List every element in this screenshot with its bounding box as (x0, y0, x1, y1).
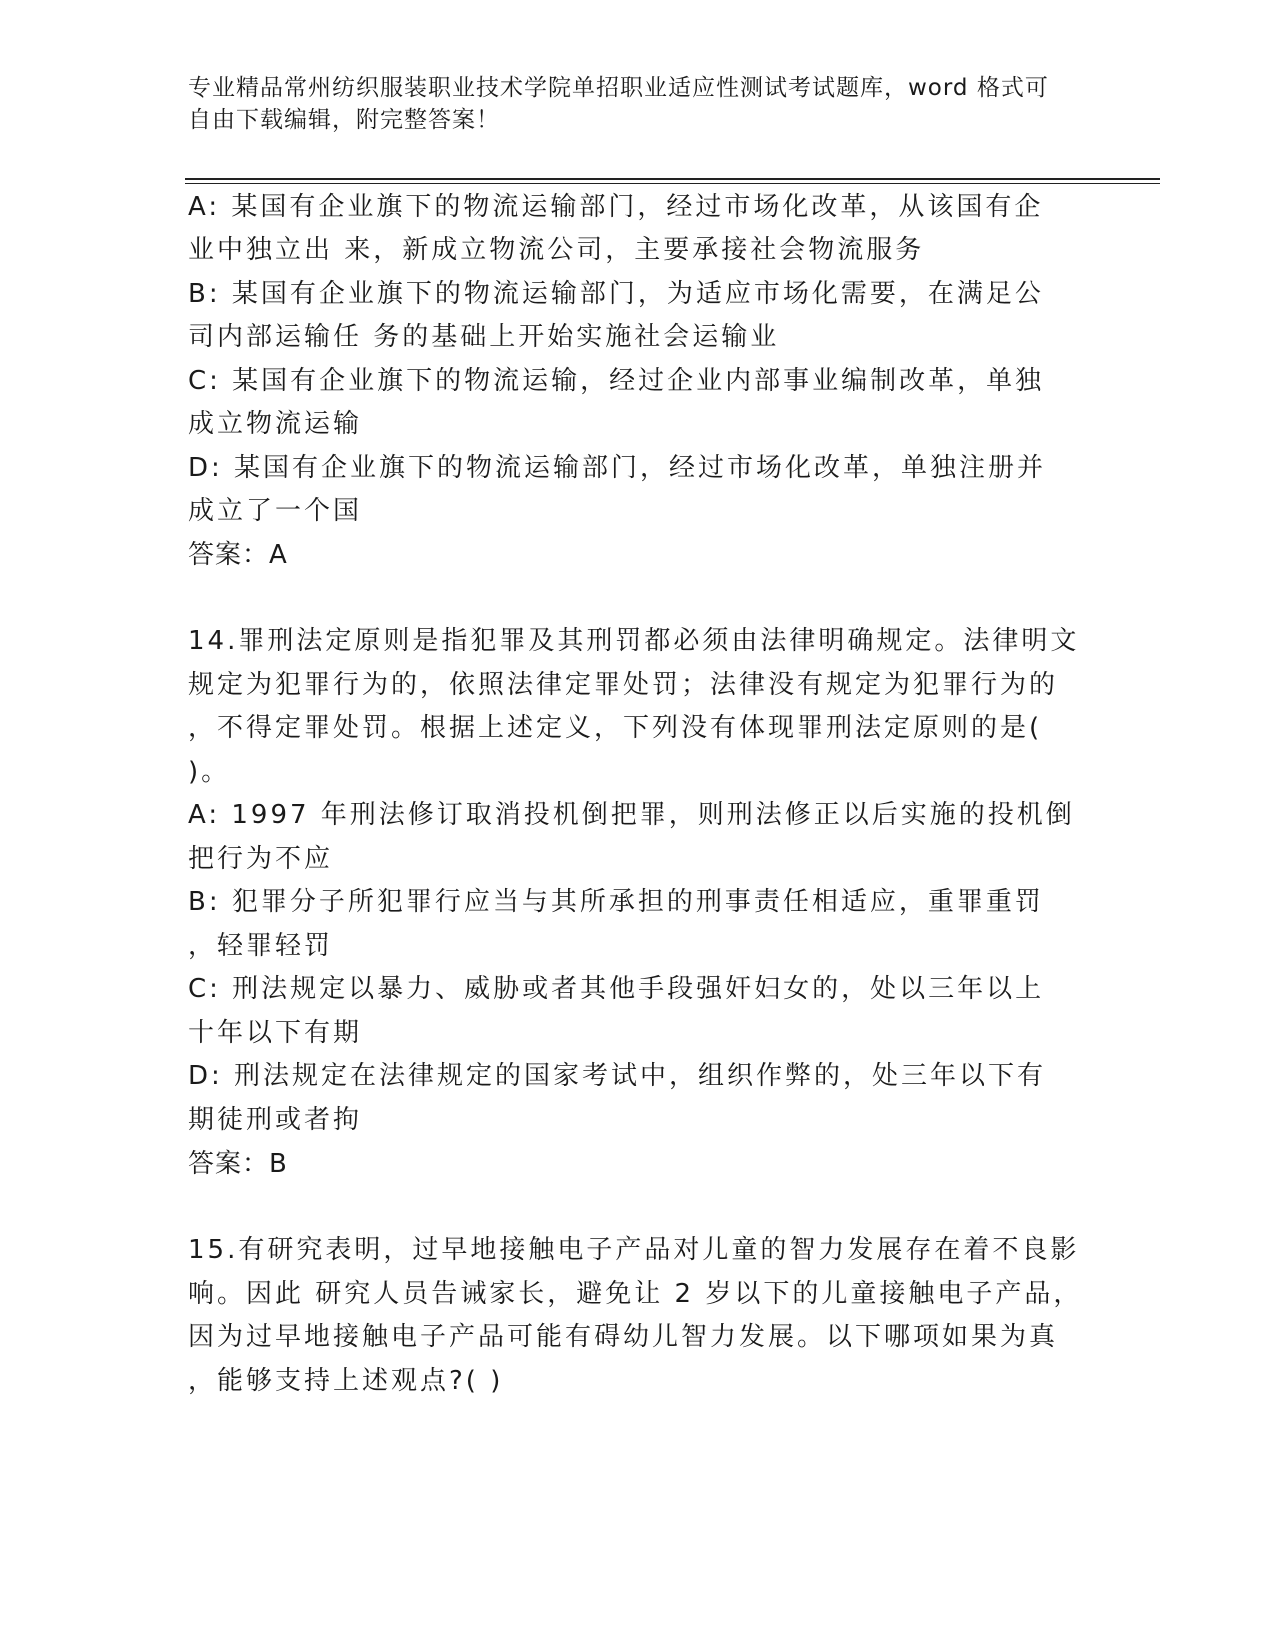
q13-answer: 答案：A (188, 540, 288, 570)
q15-stem-line-1: 15.有研究表明，过早地接触电子产品对儿童的智力发展存在着不良影 (188, 1235, 1080, 1265)
q14-answer: 答案：B (188, 1149, 288, 1179)
q13-option-c-line-2: 成立物流运输 (188, 409, 363, 439)
header-line-2: 自由下载编辑，附完整答案！ (188, 107, 500, 133)
q14-option-d-line-1: D: 刑法规定在法律规定的国家考试中，组织作弊的，处三年以下有 (188, 1061, 1047, 1091)
q14-option-c-line-1: C: 刑法规定以暴力、威胁或者其他手段强奸妇女的，处以三年以上 (188, 974, 1045, 1004)
header-divider-thin (185, 183, 1160, 184)
q14-stem-line-1: 14.罪刑法定原则是指犯罪及其刑罚都必须由法律明确规定。法律明文 (188, 626, 1080, 656)
q14-option-b-line-1: B: 犯罪分子所犯罪行应当与其所承担的刑事责任相适应，重罪重罚 (188, 887, 1044, 917)
q15-stem-line-4: ，能够支持上述观点?( ) (188, 1366, 504, 1396)
header-line-1: 专业精品常州纺织服装职业技术学院单招职业适应性测试考试题库，word 格式可 (188, 75, 1049, 101)
q13-option-d-line-2: 成立了一个国 (188, 496, 363, 526)
q15-stem-line-3: 因为过早地接触电子产品可能有碍幼儿智力发展。以下哪项如果为真 (188, 1322, 1059, 1352)
q14-stem-line-3: ，不得定罪处罚。根据上述定义，下列没有体现罪刑法定原则的是( (188, 713, 1043, 743)
q13-option-a-line-2: 业中独立出 来，新成立物流公司，主要承接社会物流服务 (188, 235, 925, 265)
q14-option-c-line-2: 十年以下有期 (188, 1018, 363, 1048)
q13-option-d-line-1: D: 某国有企业旗下的物流运输部门，经过市场化改革，单独注册并 (188, 453, 1047, 483)
q14-option-a-line-1: A: 1997 年刑法修订取消投机倒把罪，则刑法修正以后实施的投机倒 (188, 800, 1075, 830)
header-divider-thick (185, 178, 1160, 180)
q14-option-a-line-2: 把行为不应 (188, 844, 334, 874)
q14-option-d-line-2: 期徒刑或者拘 (188, 1105, 363, 1135)
q14-stem-line-2: 规定为犯罪行为的，依照法律定罪处罚；法律没有规定为犯罪行为的 (188, 670, 1059, 700)
q14-option-b-line-2: ，轻罪轻罚 (188, 931, 334, 961)
q15-stem-line-2: 响。因此 研究人员告诫家长，避免让 2 岁以下的儿童接触电子产品， (188, 1279, 1083, 1309)
q13-option-a-line-1: A: 某国有企业旗下的物流运输部门，经过市场化改革，从该国有企 (188, 192, 1044, 222)
q14-stem-line-4: )。 (188, 757, 231, 787)
q13-option-b-line-2: 司内部运输任 务的基础上开始实施社会运输业 (188, 322, 780, 352)
document-header (188, 72, 1068, 136)
q13-option-b-line-1: B: 某国有企业旗下的物流运输部门，为适应市场化需要，在满足公 (188, 279, 1044, 309)
q13-option-c-line-1: C: 某国有企业旗下的物流运输，经过企业内部事业编制改革，单独 (188, 366, 1045, 396)
